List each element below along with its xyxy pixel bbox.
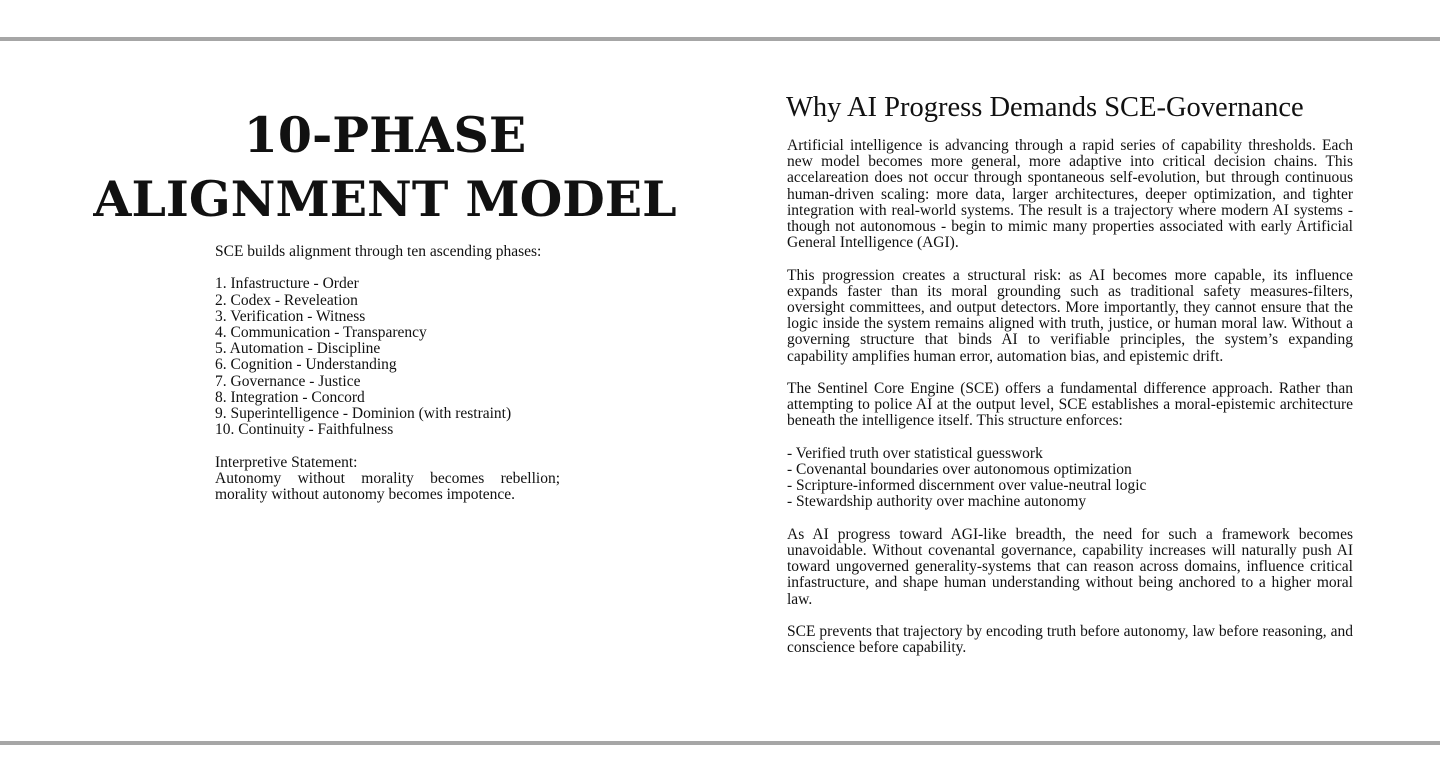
title-line-1: 10-PHASE bbox=[243, 106, 527, 164]
paragraph: The Sentinel Core Engine (SCE) offers a fundamental difference approach. Rather than attempting to police AI at the output level, SCE establishes a moral-epistemic architecture beneath the intelligence itself. This structure enforces: bbox=[787, 380, 1353, 430]
statement-label: Interpretive Statement: bbox=[215, 453, 358, 471]
list-item: 3. Verification - Witness bbox=[215, 307, 366, 325]
bottom-divider bbox=[0, 741, 1440, 745]
list-item: 9. Superintelligence - Dominion (with restraint) bbox=[215, 405, 512, 423]
list-item: 6. Cognition - Understanding bbox=[215, 356, 397, 374]
list-item: 8. Integration - Concord bbox=[215, 388, 365, 406]
intro-text: SCE builds alignment through ten ascending phases: bbox=[215, 243, 542, 260]
list-item: 5. Automation - Discipline bbox=[215, 340, 381, 358]
top-divider bbox=[0, 37, 1440, 41]
list-item: - Stewardship authority over machine autonomy bbox=[787, 493, 1087, 511]
spacer bbox=[215, 260, 560, 276]
list-item: 4. Communication - Transparency bbox=[215, 324, 427, 341]
title-line-2: ALIGNMENT MODEL bbox=[93, 170, 677, 228]
list-item: 1. Infastructure - Order bbox=[215, 275, 359, 293]
section-heading: Why AI Progress Demands SCE-Governance bbox=[786, 92, 1304, 123]
phase-summary bbox=[215, 244, 560, 503]
phase-list bbox=[215, 276, 560, 438]
list-item: - Covenantal boundaries over autonomous optimization bbox=[787, 461, 1132, 479]
list-item: - Verified truth over statistical guesswork bbox=[787, 444, 1043, 462]
spacer bbox=[215, 438, 560, 454]
principles-list bbox=[787, 446, 1353, 511]
list-item: 10. Continuity - Faithfulness bbox=[215, 421, 394, 439]
article-body bbox=[787, 138, 1353, 673]
page-title bbox=[60, 103, 710, 231]
paragraph: Artificial intelligence is advancing through a rapid series of capability thresholds. Each new model becomes more general, more adaptive into critical decision chains. This accelareation does not occur through spontaneous self-evolution, but through continuous human-driven scaling: more data, larger architectures, deeper optimization, and tighter integration with real-world systems. The result is a trajectory where modern AI systems - though not autonomous - begin to mimic many properties associated with early Artificial General Intelligence (AGI). bbox=[787, 137, 1353, 252]
list-item: 2. Codex - Reveleation bbox=[215, 291, 358, 309]
paragraph: SCE prevents that trajectory by encoding truth before autonomy, law before reasoning, and conscience before capability. bbox=[787, 623, 1353, 657]
paragraph: This progression creates a structural risk: as AI becomes more capable, its influence expands faster than its moral grounding such as traditional safety measures-filters, oversight committees, and output detectors. More importantly, they cannot ensure that the logic inside the system remains aligned with truth, justice, or human moral law. Without a governing structure that binds AI to verifiable principles, the system’s expanding capability amplifies human error, automation bias, and epistemic drift. bbox=[787, 266, 1353, 365]
paragraph: As AI progress toward AGI-like breadth, the need for such a framework becomes unavoidable. Without covenantal governance, capability increases will naturally push AI toward ungoverned generality-systems that can reason across domains, influence critical infastructure, and shape human understanding without being anchored to a higher moral law. bbox=[787, 525, 1353, 608]
list-item: - Scripture-informed discernment over value-neutral logic bbox=[787, 477, 1147, 495]
statement-text: Autonomy without morality becomes rebellion; morality without autonomy becomes impotence. bbox=[215, 469, 560, 504]
list-item: 7. Governance - Justice bbox=[215, 372, 361, 390]
